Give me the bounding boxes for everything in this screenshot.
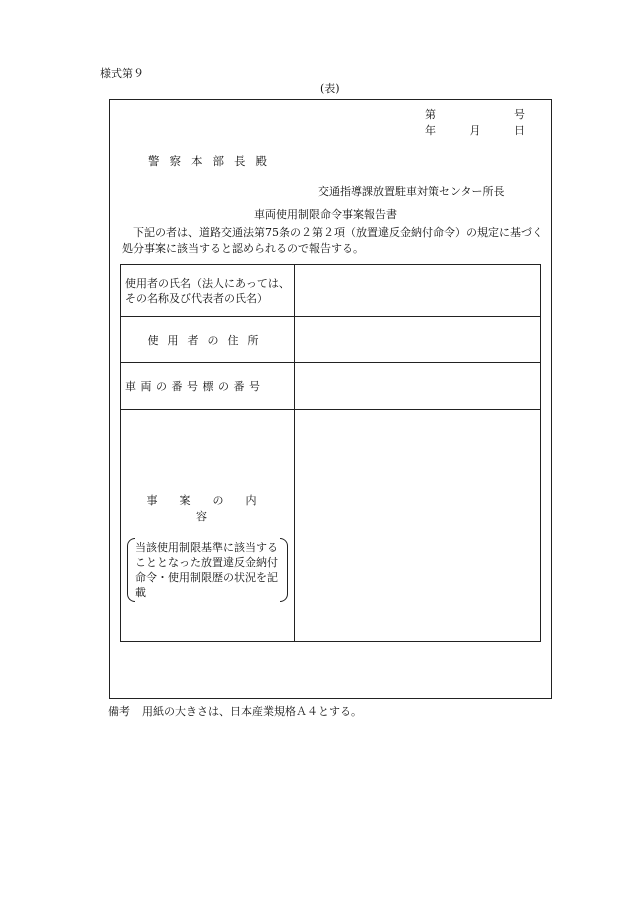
user-name-label: 使用者の氏名（法人にあっては、その名称及び代表者の氏名） xyxy=(125,276,290,305)
remark-label: 備考 xyxy=(108,705,130,718)
case-details-label: 事案の内容 xyxy=(146,493,279,523)
number-line xyxy=(425,107,525,123)
side-label: (表) xyxy=(320,82,340,95)
case-details-note-text: 当該使用制限基準に該当することとなった放置違反金納付命令・使用制限歴の状況を記載 xyxy=(135,540,278,599)
case-details-note xyxy=(127,538,288,602)
date-line xyxy=(425,123,525,139)
user-address-label: 使用者の住所 xyxy=(147,333,268,347)
number-prefix: 第 xyxy=(425,108,436,121)
plate-number-field[interactable] xyxy=(295,363,541,410)
field-row-plate-number xyxy=(121,363,541,410)
report-title: 車両使用制限命令事案報告書 xyxy=(254,208,397,221)
sender: 交通指導課放置駐車対策センター所長 xyxy=(318,185,505,198)
field-row-case-details xyxy=(121,410,541,642)
year-label: 年 xyxy=(425,124,436,137)
date-block xyxy=(425,107,525,139)
intro-text: 下記の者は、道路交通法第75条の２第２項（放置違反金納付命令）の規定に基づく処分事案に該当すると認められるので報告する。 xyxy=(122,226,543,255)
field-row-user-name xyxy=(121,265,541,317)
number-suffix: 号 xyxy=(514,108,525,121)
right-bracket xyxy=(280,538,288,602)
day-label: 日 xyxy=(514,124,525,137)
remark-text: 用紙の大きさは、日本産業規格Ａ４とする。 xyxy=(142,705,362,718)
month-label: 月 xyxy=(469,124,481,137)
addressee: 警察本部長殿 xyxy=(148,154,277,168)
fields-table xyxy=(120,264,541,642)
left-bracket xyxy=(127,538,135,602)
form-number: 様式第９ xyxy=(100,67,144,80)
case-details-field[interactable] xyxy=(295,410,541,642)
remark xyxy=(108,703,362,719)
field-row-user-address xyxy=(121,317,541,363)
user-address-field[interactable] xyxy=(295,317,541,363)
user-name-field[interactable] xyxy=(295,265,541,317)
plate-number-label: 車両の番号標の番号 xyxy=(125,380,265,393)
